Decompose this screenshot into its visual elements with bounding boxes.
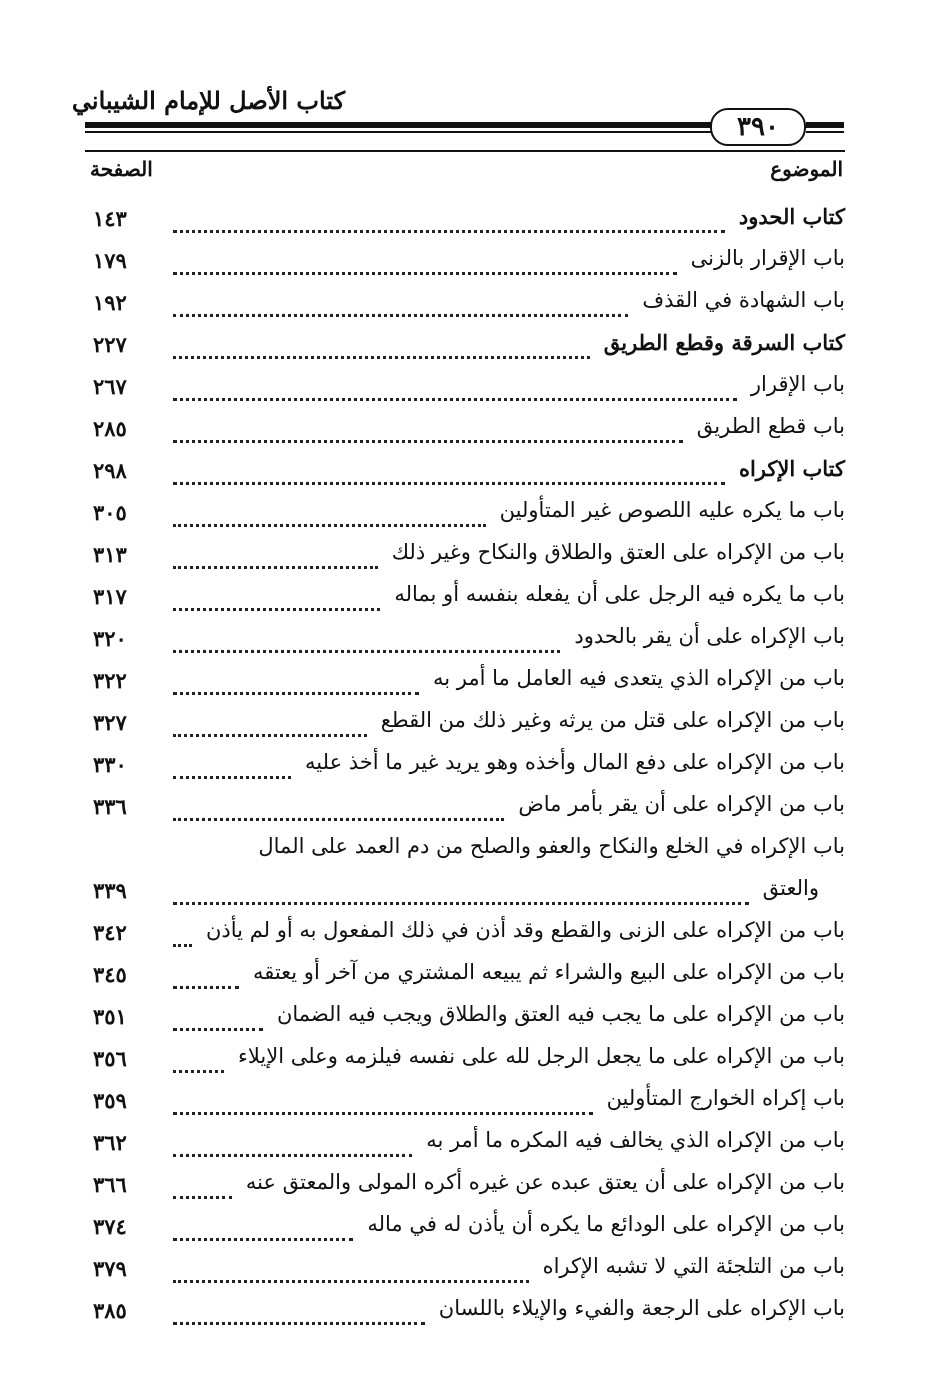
toc-entry-page: ٢٨٥ (93, 416, 127, 441)
column-header-topic: الموضوع (770, 157, 843, 181)
toc-entry-title: باب الإكراه على أن يقر بالحدود (574, 624, 845, 648)
toc-entry-page: ٣٤٥ (93, 962, 127, 987)
toc-row (85, 1124, 845, 1166)
toc-row (85, 284, 845, 326)
toc-entry-title: باب من الإكراه على قتل من يرثه وغير ذلك من القطع (380, 708, 845, 732)
toc-leader-dots (173, 638, 560, 653)
toc-row (85, 1082, 845, 1124)
toc-row (85, 830, 845, 914)
toc-row (85, 494, 845, 536)
toc-entry-title: باب من الإكراه على ما يجب فيه العتق والطلاق ويجب فيه الضمان (276, 1002, 845, 1026)
toc-entry-page: ٣١٧ (93, 584, 127, 609)
toc-leader-dots (173, 1310, 425, 1325)
toc-row (85, 788, 845, 830)
toc-entry-page: ٣٥٩ (93, 1088, 127, 1113)
toc-leader-dots (173, 260, 677, 275)
toc-row (85, 1166, 845, 1208)
toc-entry-page: ٣١٣ (93, 542, 127, 567)
toc-entry-title: باب ما يكره فيه الرجل على أن يفعله بنفسه أو بماله (394, 582, 845, 606)
toc-row (85, 242, 845, 284)
toc-entry-title: باب من التلجئة التي لا تشبه الإكراه (542, 1254, 845, 1278)
toc-row (85, 200, 845, 242)
toc-entry-page: ٢٩٨ (93, 458, 127, 483)
toc-row (85, 326, 845, 368)
toc-entry-page: ٣٨٥ (93, 1298, 127, 1323)
toc-leader-dots (173, 1184, 232, 1199)
toc-leader-dots (173, 1016, 263, 1031)
toc-row (85, 998, 845, 1040)
toc-entry-title: باب الإكراه في الخلع والنكاح والعفو والصلح من دم العمد على المال (258, 834, 845, 858)
toc-row (85, 704, 845, 746)
toc-leader-dots (173, 428, 683, 443)
toc-row (85, 536, 845, 578)
toc-entry-title: باب من الإكراه على البيع والشراء ثم يبيعه المشتري من آخر أو يعتقه (252, 960, 845, 984)
toc-leader-dots (173, 344, 590, 359)
toc-row (85, 662, 845, 704)
toc-row (85, 368, 845, 410)
table-of-contents (85, 200, 845, 1334)
toc-leader-dots (173, 512, 486, 527)
toc-leader-dots (173, 1226, 353, 1241)
toc-row (85, 1250, 845, 1292)
toc-leader-dots (173, 680, 419, 695)
toc-entry-title: باب من الإكراه الذي يتعدى فيه العامل ما أمر به (433, 666, 845, 690)
toc-leader-dots (173, 386, 737, 401)
toc-entry-page: ٣٥١ (93, 1004, 127, 1029)
toc-entry-title: باب من الإكراه على الزنى والقطع وقد أذن في ذلك المفعول به أو لم يأذن (206, 918, 845, 942)
toc-entry-page: ٢٢٧ (93, 332, 127, 357)
toc-entry-title: كتاب السرقة وقطع الطريق (603, 330, 845, 355)
toc-row (85, 1292, 845, 1334)
toc-entry-page: ٣٣٩ (93, 878, 127, 903)
toc-leader-dots (173, 218, 725, 233)
toc-leader-dots (173, 1268, 529, 1283)
toc-entry-page: ٣٣٠ (93, 752, 127, 777)
toc-entry-page: ٣٧٤ (93, 1214, 127, 1239)
toc-entry-title: باب من الإكراه على العتق والطلاق والنكاح وغير ذلك (391, 540, 845, 564)
header-rule-right-thin (806, 131, 844, 133)
toc-leader-dots (173, 722, 367, 737)
toc-leader-dots (173, 1058, 224, 1073)
toc-row (85, 578, 845, 620)
toc-leader-dots (173, 932, 192, 947)
toc-entry-title: كتاب الإكراه (738, 456, 845, 481)
toc-entry-title: باب من الإكراه على الودائع ما يكره أن يأذن له في ماله (367, 1212, 845, 1236)
toc-entry-page: ٣٥٦ (93, 1046, 127, 1071)
toc-entry-page: ٢٦٧ (93, 374, 127, 399)
toc-leader-dots (173, 1142, 412, 1157)
toc-leader-dots (173, 764, 291, 779)
toc-entry-title: باب إكراه الخوارج المتأولين (606, 1086, 845, 1110)
header-rule-right (806, 122, 844, 128)
toc-entry-page: ٣٣٦ (93, 794, 127, 819)
toc-entry-title: باب من الإكراه على دفع المال وأخذه وهو يريد غير ما أخذ عليه (305, 750, 845, 774)
page-number: ٣٩٠ (710, 108, 806, 146)
toc-entry-title: باب من الإكراه الذي يخالف فيه المكره ما أمر به (426, 1128, 845, 1152)
toc-entry-page: ٣٦٢ (93, 1130, 127, 1155)
toc-row (85, 746, 845, 788)
toc-entry-title: باب الشهادة في القذف (642, 288, 845, 312)
toc-entry-page: ٣٢٧ (93, 710, 127, 735)
toc-entry-page: ١٧٩ (93, 248, 127, 273)
toc-leader-dots (173, 596, 380, 611)
toc-row (85, 956, 845, 998)
toc-entry-title: باب الإقرار (750, 372, 845, 396)
toc-leader-dots (173, 974, 239, 989)
toc-row (85, 914, 845, 956)
toc-row (85, 410, 845, 452)
toc-entry-title-continuation: والعتق (762, 876, 819, 900)
column-header-page: الصفحة (90, 157, 153, 181)
toc-entry-title: باب من الإكراه على ما يجعل الرجل لله على نفسه فيلزمه وعلى الإيلاء (237, 1044, 845, 1068)
toc-entry-title: باب من الإكراه على أن يعتق عبده عن غيره أكره المولى والمعتق عنه (245, 1170, 845, 1194)
toc-row (85, 1208, 845, 1250)
toc-entry-title: باب من الإكراه على أن يقر بأمر ماض (518, 792, 845, 816)
toc-entry-page: ٣٦٦ (93, 1172, 127, 1197)
toc-entry-title: باب ما يكره عليه اللصوص غير المتأولين (499, 498, 845, 522)
toc-entry-page: ٣٠٥ (93, 500, 127, 525)
toc-leader-dots (173, 806, 504, 821)
toc-leader-dots (173, 890, 749, 905)
toc-entry-page: ٣٧٩ (93, 1256, 127, 1281)
toc-entry-page: ١٩٢ (93, 290, 127, 315)
toc-entry-title: باب قطع الطريق (696, 414, 845, 438)
toc-row (85, 1040, 845, 1082)
toc-leader-dots (173, 470, 725, 485)
column-header-rule (85, 150, 845, 152)
toc-row (85, 620, 845, 662)
toc-leader-dots (173, 302, 628, 317)
toc-entry-title: باب الإكراه على الرجعة والفيء والإيلاء باللسان (438, 1296, 845, 1320)
toc-entry-title: كتاب الحدود (738, 204, 845, 229)
toc-entry-title: باب الإقرار بالزنى (690, 246, 845, 270)
toc-leader-dots (173, 554, 378, 569)
toc-entry-page: ١٤٣ (93, 206, 127, 231)
toc-entry-page: ٣٢٢ (93, 668, 127, 693)
toc-leader-dots (173, 1100, 593, 1115)
header-rule-thin (85, 131, 805, 133)
toc-entry-page: ٣٤٢ (93, 920, 127, 945)
running-header-title: كتاب الأصل للإمام الشيباني (71, 86, 345, 115)
toc-row (85, 452, 845, 494)
header-rule-thick (85, 122, 805, 128)
toc-entry-page: ٣٢٠ (93, 626, 127, 651)
